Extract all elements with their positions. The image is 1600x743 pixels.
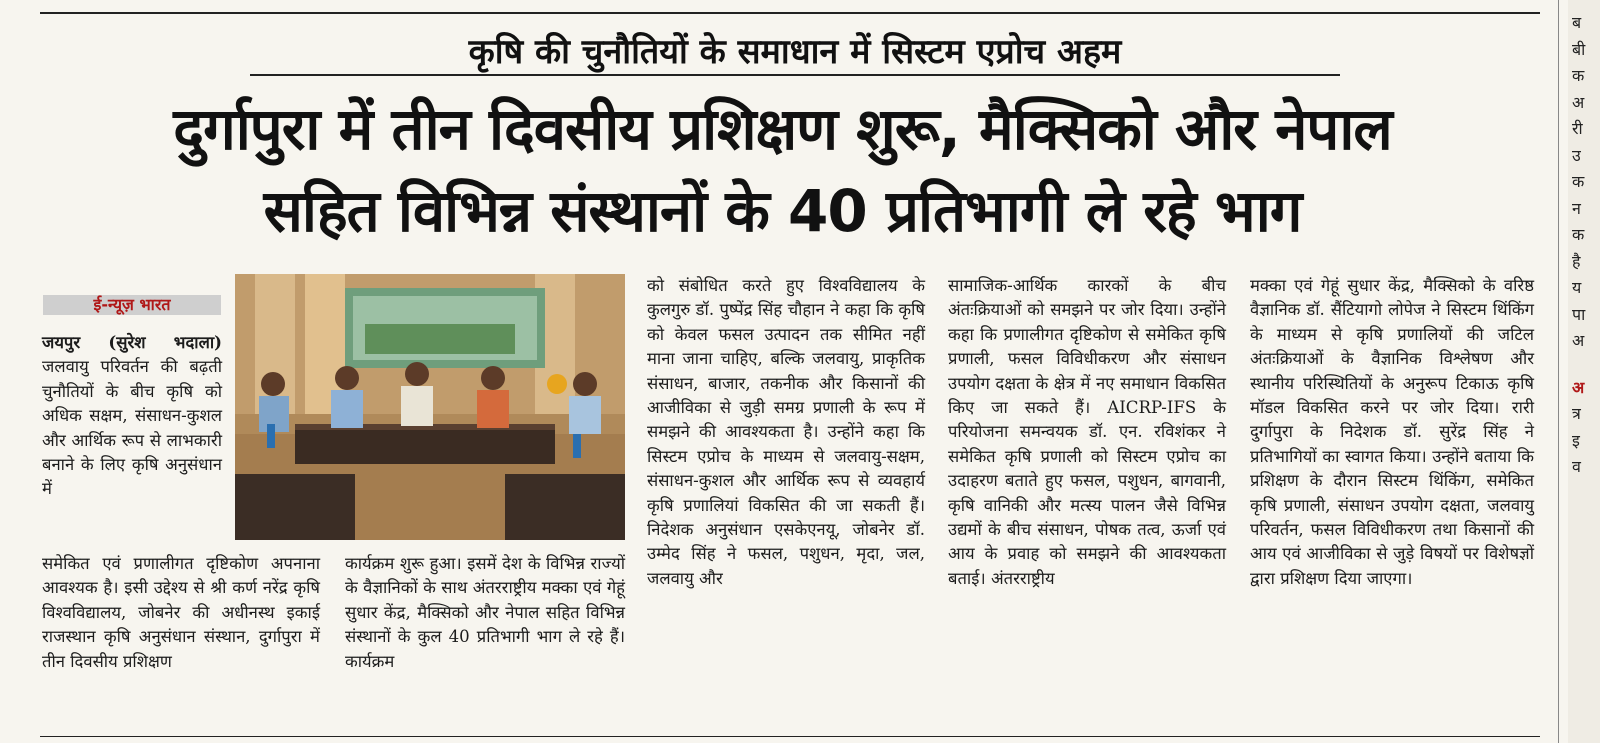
column-2-text: कार्यक्रम शुरू हुआ। इसमें देश के विभिन्न राज्यों के वैज्ञानिकों के साथ अंतरराष्ट्रीय मक्का एवं गेहूं सुधार केंद्र, मैक्सिको और नेपाल सहित विभिन्न संस्थानों के कुल 40 प्रतिभागी भाग ले रहे हैं। कार्यक्रम [345,554,625,671]
kicker-underline [250,74,1340,76]
fragment-text: क [1572,225,1585,244]
column-divider [1558,0,1559,743]
fragment-text: उ [1572,145,1581,165]
column-1-intro: जलवायु परिवर्तन की बढ़ती चुनौतियों के बीच कृषि को अधिक सक्षम, संसाधन-कुशल और आर्थिक रूप से लाभकारी बनाने के लिए कृषि अनुसंधान में [42,357,222,499]
column-3-text: को संबोधित करते हुए विश्वविद्यालय के कुलगुरु डॉ. पुष्पेंद्र सिंह चौहान ने कहा कि कृषि को केवल फसल उत्पादन तक सीमित नहीं माना जाना चाहिए, बल्कि जलवायु, प्राकृतिक संसाधन, बाजार, तकनीक और किसानों की आजीविका से जुड़ी समग्र प्रणाली के रूप में समझने की आवश्यकता है। उन्होंने कहा कि सिस्टम एप्रोच के माध्यम से जलवायु-सक्षम, संसाधन-कुशल और आर्थिक रूप से व्यवहार्य कृषि प्रणालियां विकसित की जा सकती हैं। निदेशक अनुसंधान एसकेएनयू, जोबनेर डॉ. उम्मेद सिंह ने फसल, पशुधन, मृदा, जल, जलवायु और [647,276,925,588]
fragment-text: री [1572,119,1583,138]
column-2 [345,552,625,674]
column-1-text: समेकित एवं प्रणालीगत दृष्टिकोण अपनाना आवश्यक है। इसी उद्देश्य से श्री कर्ण नरेंद्र कृषि विश्वविद्यालय, जोबनेर की अधीनस्थ इकाई राजस्थान कृषि अनुसंधान संस्थान, दुर्गापुरा में तीन दिवसीय प्रशिक्षण [42,554,320,671]
bottom-rule [40,736,1540,737]
column-4-text: सामाजिक-आर्थिक कारकों के बीच अंतःक्रियाओं को समझने पर जोर दिया। उन्होंने कहा कि प्रणालीगत दृष्टिकोण से समेकित कृषि प्रणाली, फसल विविधीकरण और संसाधन उपयोग दक्षता के क्षेत्र में नए समाधान विकसित किए जा सकते हैं। AICRP-IFS के परियोजना समन्वयक डॉ. एन. रविशंकर ने समेकित कृषि प्रणाली को सिस्टम एप्रोच का उदाहरण बताते हुए फसल, पशुधन, बागवानी, कृषि वानिकी और मत्स्य पालन जैसे विभिन्न उद्यमों के बीच संसाधन, पोषक तत्व, ऊर्जा एवं आय के प्रवाह को समझने की आवश्यकता बताई। अंतरराष्ट्रीय [948,276,1226,588]
headline-line-2: सहित विभिन्न संस्थानों के 40 प्रतिभागी ले रहे भाग [263,177,1302,245]
fragment-text: य [1572,278,1582,297]
fragment-text: पा [1572,304,1586,324]
fragment-text: अ [1572,92,1585,112]
column-3 [647,274,925,591]
adjacent-column-fragment [1568,0,1600,743]
conference-photo-illustration [235,274,625,540]
article-headline [30,88,1535,252]
column-1-bottom [42,552,320,674]
column-5-text: मक्का एवं गेहूं सुधार केंद्र, मैक्सिको के वरिष्ठ वैज्ञानिक डॉ. सैंटियागो लोपेज ने सिस्टम थिंकिंग के माध्यम से कृषि प्रणालियों की जटिल अंतःक्रियाओं के वैज्ञानिक विश्लेषण और स्थानीय परिस्थितियों के अनुरूप टिकाऊ कृषि मॉडल विकसित करने पर जोर दिया। रारी दुर्गापुरा के निदेशक डॉ. सुरेंद्र सिंह ने प्रतिभागियों का स्वागत किया। उन्होंने बताया कि प्रशिक्षण के दौरान सिस्टम थिंकिंग, समेकित कृषि प्रणाली, संसाधन उपयोग दक्षता, जलवायु परिवर्तन, फसल विविधीकरण तथा किसानों की आय एवं आजीविका से जुड़े विषयों पर विशेषज्ञों द्वारा प्रशिक्षण दिया जाएगा। [1250,276,1534,588]
fragment-text: है [1572,251,1581,271]
top-rule [40,12,1540,14]
fragment-text: क [1572,172,1585,191]
column-1-top [42,330,222,502]
fragment-text: इ [1572,430,1580,450]
dateline: जयपुर (सुरेश भदाला) [42,332,222,352]
headline-line-1: दुर्गापुरा में तीन दिवसीय प्रशिक्षण शुरू, मैक्सिको और नेपाल [173,95,1392,163]
fragment-text: त्र [1572,404,1581,423]
fragment-text: बी [1572,39,1586,59]
fragment-text: अ [1572,331,1585,350]
column-4 [948,274,1226,591]
fragment-text: न [1572,198,1581,218]
fragment-text: अ [1572,377,1585,397]
fragment-text: ब [1572,13,1582,32]
source-tag: ई-न्यूज़ भारत [43,295,221,315]
fragment-text: क [1572,66,1585,85]
fragment-text: व [1572,457,1581,476]
event-photo [235,274,625,540]
column-5 [1250,274,1534,591]
article-kicker: कृषि की चुनौतियों के समाधान में सिस्टम एप्रोच अहम [468,32,1122,72]
